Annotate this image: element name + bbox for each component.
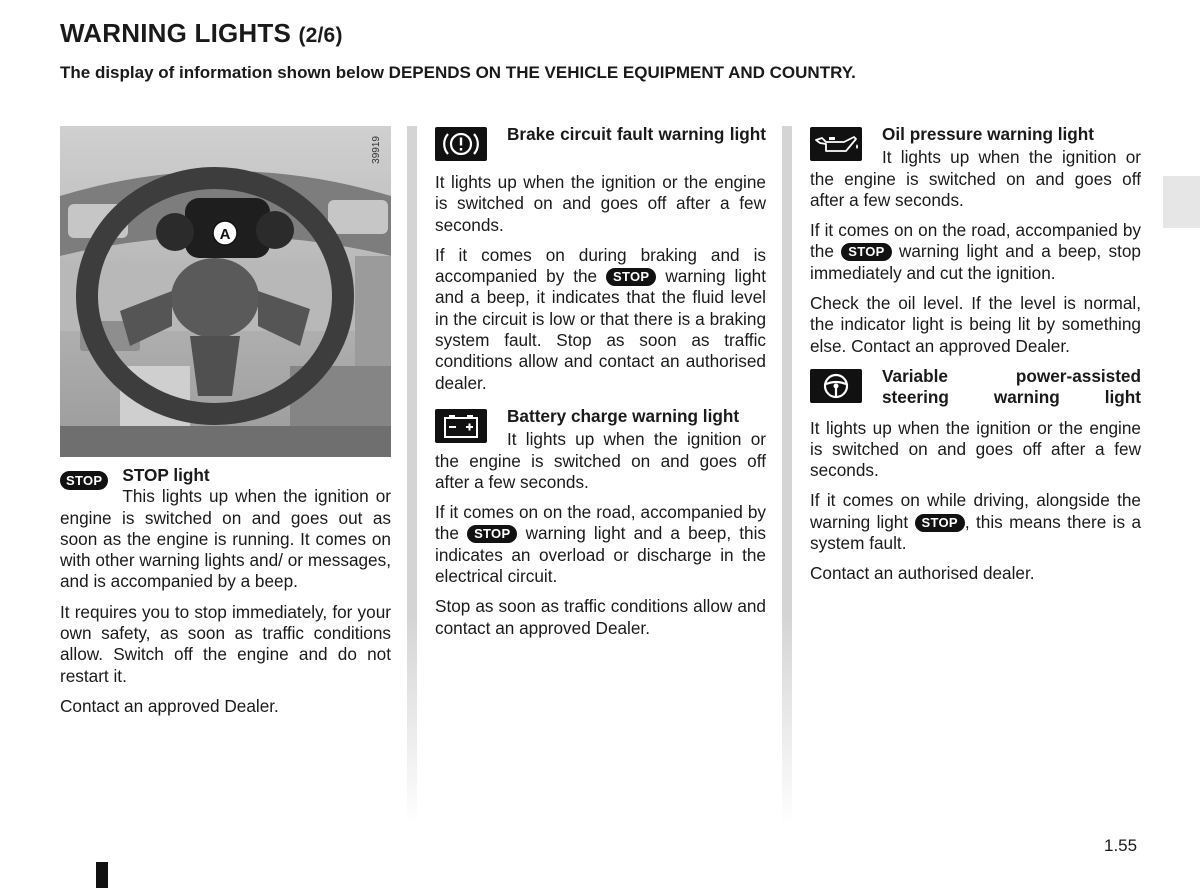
steering-wheel-illustration — [60, 126, 391, 457]
oil-paragraph: If it comes on on the road, accompanied by the STOP warning light and a beep, stop immediately and cut the ignition. — [810, 220, 1141, 283]
oil-paragraph: Check the oil level. If the level is normal, the indicator light is being lit by something else. Contact an approved Dealer. — [810, 293, 1141, 356]
brake-paragraph: If it comes on during braking and is accompanied by the STOP warning light and a beep, it indicates that the fluid level in the circuit is low or that there is a braking system fault. Stop as soon as traffic conditions allow and contact an authorised dealer. — [435, 244, 766, 393]
battery-paragraph: It lights up when the ignition or the engine is switched on and goes off after a few seconds. — [435, 429, 766, 492]
steering-wheel-icon — [810, 369, 862, 403]
oil-can-icon — [810, 127, 862, 161]
steering-heading: Variable power-assisted steering warning light — [882, 365, 1141, 408]
stop-light-icon: STOP — [915, 514, 965, 532]
page-number: 1.55 — [1104, 836, 1138, 855]
oil-section — [810, 124, 1141, 211]
steering-section — [810, 366, 1141, 409]
column-middle — [435, 124, 766, 648]
steering-paragraph: If it comes on while driving, alongside the warning light STOP , this means there is a system fault. — [810, 490, 1142, 554]
stop-light-icon: STOP — [841, 243, 891, 261]
brake-paragraph: It lights up when the ignition or the engine is switched on and goes off after a few seconds. — [435, 172, 766, 235]
brake-warning-icon — [435, 127, 487, 161]
section-tab — [1163, 176, 1200, 228]
steering-paragraph: It lights up when the ignition or the engine is switched on and goes off after a few seconds. — [810, 417, 1141, 481]
battery-icon — [435, 409, 487, 443]
steering-paragraph: Contact an authorised dealer. — [810, 563, 1035, 584]
battery-paragraph: Stop as soon as traffic conditions allow and contact an approved Dealer. — [435, 596, 766, 638]
battery-heading: Battery charge warning light — [507, 405, 740, 426]
stop-light-paragraph: It requires you to stop immediately, for your own safety, as soon as traffic conditions allow. Switch off the engine and do not restart it. — [60, 601, 391, 686]
battery-section — [435, 406, 766, 493]
brake-heading: Brake circuit fault warning light — [507, 124, 766, 144]
stop-light-heading: STOP light — [122, 465, 210, 485]
column-left — [60, 124, 391, 726]
column-divider — [782, 126, 792, 826]
brake-section — [435, 124, 766, 163]
stop-light-icon: STOP — [606, 268, 656, 286]
column-divider — [407, 126, 417, 826]
figure-reference: 39919 — [370, 136, 382, 164]
page-subtitle: The display of information shown below DEPENDS ON THE VEHICLE EQUIPMENT AND COUNTRY. — [60, 63, 856, 82]
callout-a: A — [219, 226, 231, 243]
page-title: WARNING LIGHTS (2/6) — [60, 18, 343, 48]
oil-heading: Oil pressure warning light — [882, 124, 1095, 144]
column-right — [810, 124, 1141, 594]
stop-light-section — [60, 465, 391, 593]
battery-paragraph: If it comes on on the road, accompanied by the STOP warning light and a beep, this indicates an overload or discharge in the electrical circuit. — [435, 502, 767, 587]
stop-light-paragraph: Contact an approved Dealer. — [60, 695, 279, 716]
oil-paragraph: It lights up when the ignition or the engine is switched on and goes off after a few seconds. — [810, 147, 1141, 210]
stop-light-icon: STOP — [467, 525, 517, 543]
print-mark — [96, 862, 108, 888]
stop-light-icon: STOP — [60, 471, 108, 490]
dashboard-photo — [60, 126, 391, 457]
stop-light-paragraph: This lights up when the ignition or engine is switched on and goes out as soon as the engine is running. It comes on with other warning lights and/ or messages, and is accompanied by a beep. — [60, 486, 391, 592]
